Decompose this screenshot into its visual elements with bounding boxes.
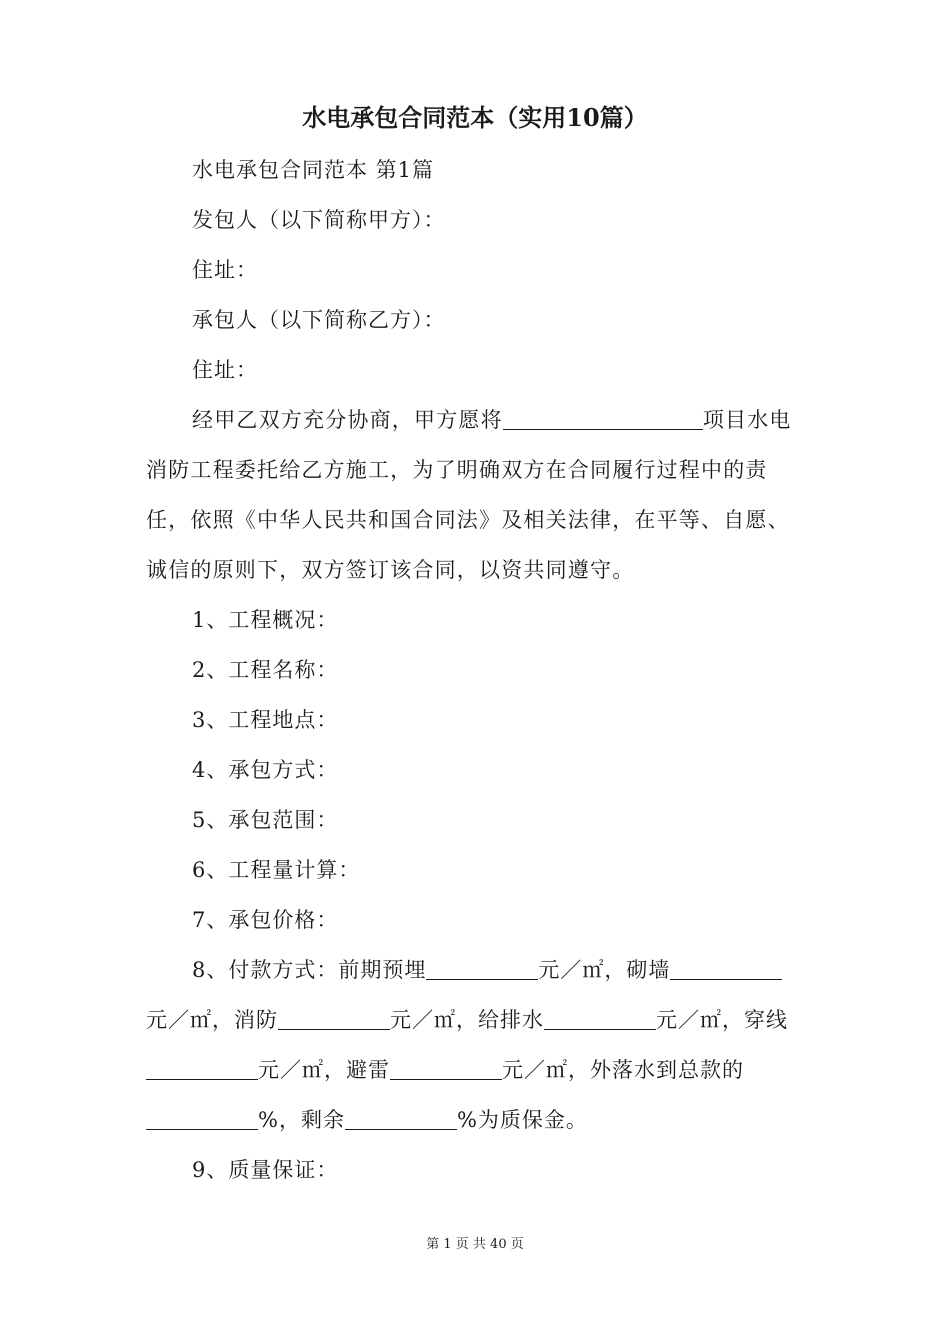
intro-text-rest: 项目水电消防工程委托给乙方施工，为了明确双方在合同履行过程中的责任，依照《中华人民共和国合同法》及相关法律，在平等、自愿、诚信的原则下，双方签订该合同，以资共同遵守。 — [146, 408, 792, 582]
blank-field — [146, 1107, 258, 1130]
payment-text: 元／㎡，砌墙 — [538, 958, 671, 982]
blank-field — [345, 1107, 457, 1130]
payment-line-3 — [146, 1055, 810, 1085]
list-item: 5、承包范围： — [192, 808, 339, 832]
payment-text: 元／㎡，避雷 — [258, 1058, 390, 1082]
list-item: 3、工程地点： — [192, 708, 339, 732]
page-number-footer: 第 1 页 共 40 页 — [426, 1237, 524, 1252]
payment-text: 8、付款方式：前期预埋 — [192, 958, 427, 982]
blank-field — [390, 1057, 502, 1080]
payment-text: 元／㎡，消防 — [146, 1008, 278, 1032]
party-a-address: 住址： — [192, 258, 258, 282]
blank-field — [278, 1007, 390, 1030]
party-b-address: 住址： — [192, 358, 258, 382]
list-item: 4、承包方式： — [192, 758, 339, 782]
payment-text: 元／㎡，穿线 — [656, 1008, 788, 1032]
blank-field — [146, 1057, 258, 1080]
list-item: 2、工程名称： — [192, 658, 339, 682]
intro-paragraph — [146, 395, 810, 595]
blank-field — [544, 1007, 656, 1030]
blank-field — [670, 957, 782, 980]
project-blank — [503, 407, 703, 430]
party-a-line: 发包人（以下简称甲方）： — [192, 208, 446, 232]
list-item: 9、质量保证： — [192, 1158, 339, 1182]
intro-text-start: 经甲乙双方充分协商，甲方愿将 — [192, 408, 503, 432]
party-b-line: 承包人（以下简称乙方）： — [192, 308, 446, 332]
payment-text: %为质保金。 — [456, 1108, 588, 1132]
list-item: 6、工程量计算： — [192, 858, 361, 882]
document-title: 水电承包合同范本（实用10篇） — [302, 103, 648, 132]
payment-text: %，剩余 — [258, 1108, 345, 1132]
blank-field — [426, 957, 538, 980]
payment-text: 元／㎡，给排水 — [390, 1008, 544, 1032]
section-heading: 水电承包合同范本 第1篇 — [192, 158, 435, 182]
list-item: 7、承包价格： — [192, 908, 339, 932]
payment-line-1 — [192, 955, 812, 985]
payment-line-4 — [146, 1105, 810, 1135]
payment-text: 元／㎡，外落水到总款的 — [502, 1058, 744, 1082]
list-item: 1、工程概况： — [192, 608, 339, 632]
payment-line-2 — [146, 1005, 810, 1035]
